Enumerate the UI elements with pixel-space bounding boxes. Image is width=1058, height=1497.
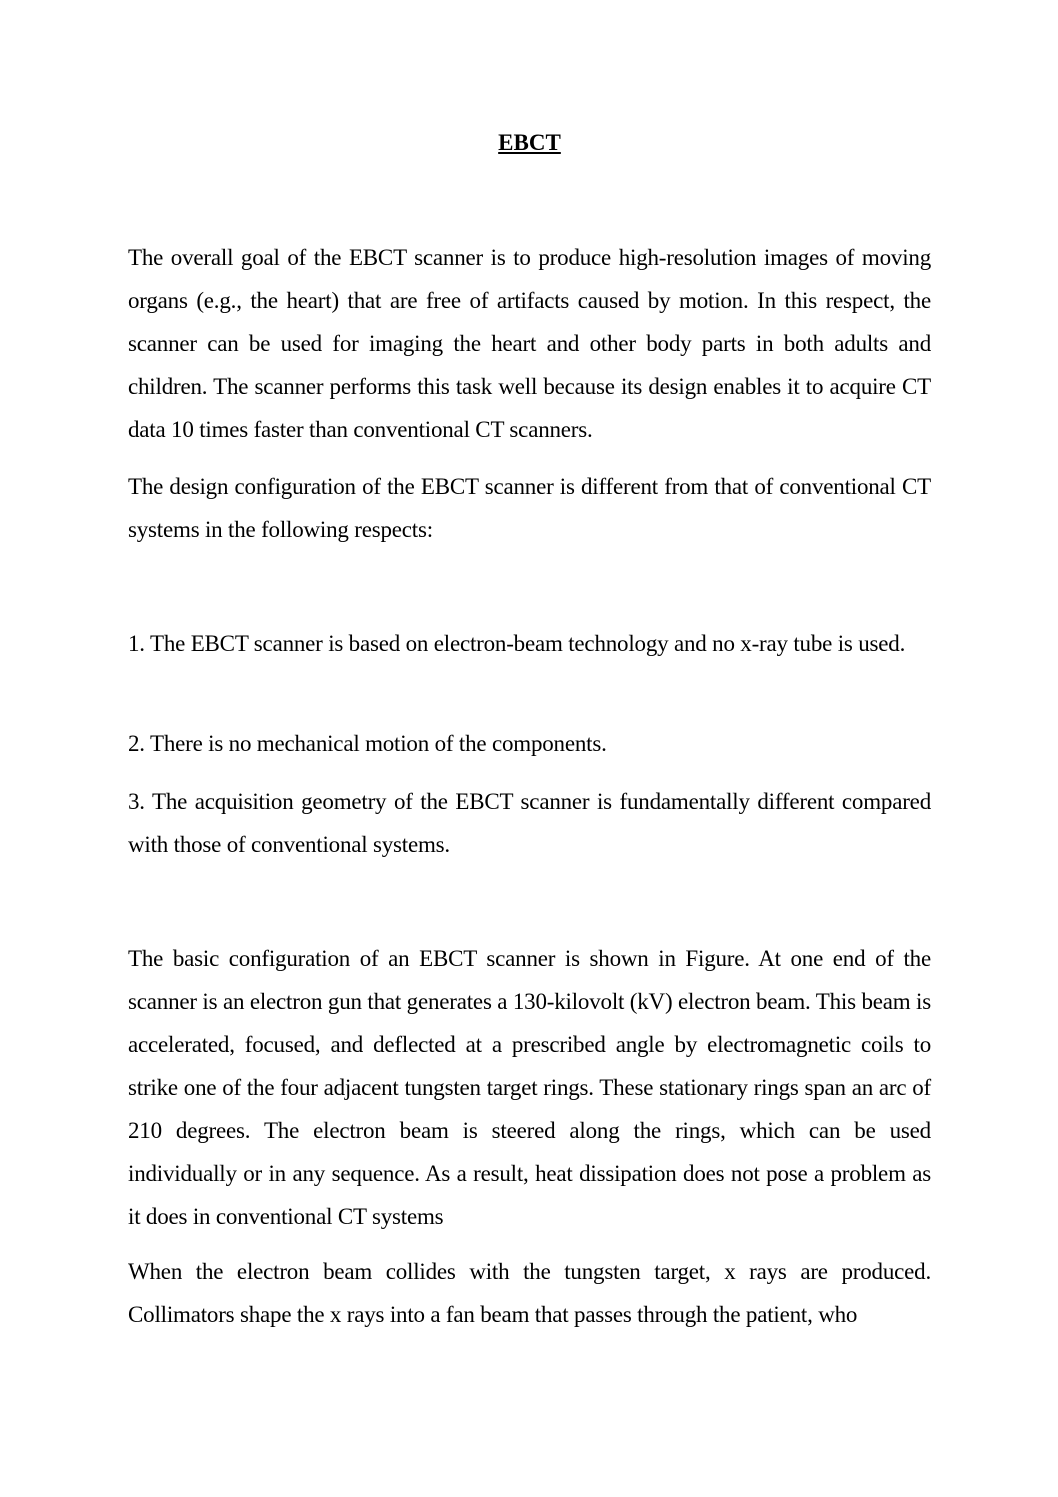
- paragraph-xray-production: When the electron beam collides with the tungsten target, x rays are produced. Collimators shape the x rays into a fan beam that passes through the patient, who: [128, 1259, 931, 1327]
- paragraph-configuration: The basic configuration of an EBCT scanner is shown in Figure. At one end of the scanner is an electron gun that generates a 130-kilovolt (kV) electron beam. This beam is accelerated, focused, and deflected at a prescribed angle by electromagnetic coils to strike one of the four adjacent tungsten target rings. These stationary rings span an arc of 210 degrees. The electron beam is steered along the rings, which can be used individually or in any sequence. As a result, heat dissipation does not pose a problem as it does in conventional CT systems: [128, 946, 931, 1229]
- list-item: 2. There is no mechanical motion of the components.: [128, 731, 607, 756]
- list-item: 1. The EBCT scanner is based on electron-beam technology and no x-ray tube is used.: [128, 631, 906, 656]
- paragraph-overview: The overall goal of the EBCT scanner is to produce high-resolution images of moving organs (e.g., the heart) that are free of artifacts caused by motion. In this respect, the scanner can be used for imaging the heart and other body parts in both adults and children. The scanner performs this task well because its design enables it to acquire CT data 10 times faster than conventional CT scanners.: [128, 245, 931, 442]
- document-title: EBCT: [498, 130, 561, 155]
- list-item: 3. The acquisition geometry of the EBCT scanner is fundamentally different compared with those of conventional systems.: [128, 789, 931, 857]
- paragraph-design-intro: The design configuration of the EBCT scanner is different from that of conventional CT systems in the following respects:: [128, 474, 931, 542]
